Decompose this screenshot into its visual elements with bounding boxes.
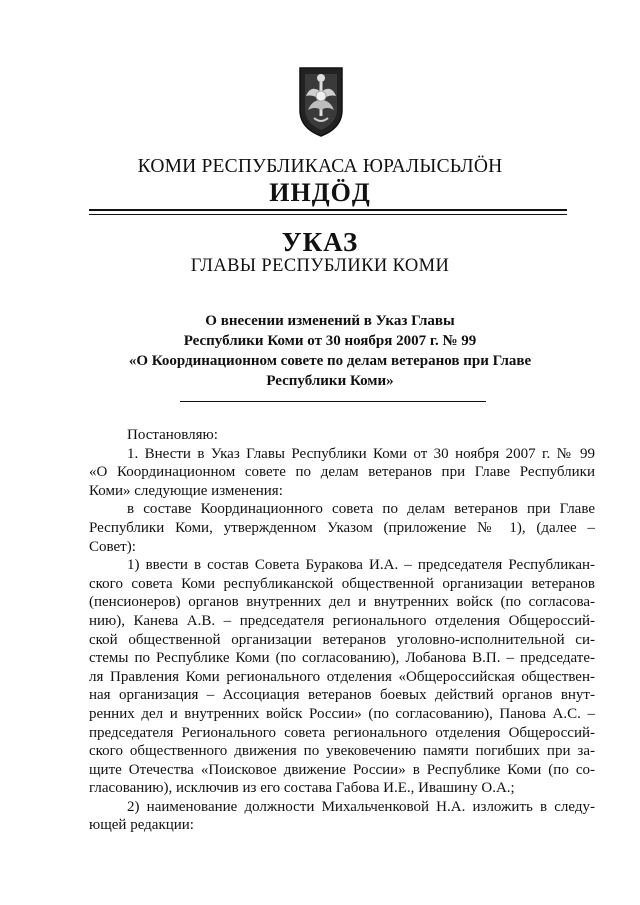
title-divider [180, 401, 486, 402]
body-line: ющей редакции: [89, 817, 194, 834]
body-line: Постановляю: [127, 427, 218, 443]
body-line: 2) наименование должности Михальченковой Н.А. изложить в следу- [127, 798, 595, 815]
document-issuer: ГЛАВЫ РЕСПУБЛИКИ КОМИ [190, 256, 450, 276]
body-line: ная организация – Ассоциация ветеранов боевых действий органов внут- [89, 687, 595, 704]
body-line: стемы по Республике Коми (по согласованию), Лобанова В.П. – председате- [89, 650, 595, 667]
body-line: 1) ввести в состав Совета Буракова И.А. – председателя Республикан- [127, 557, 595, 574]
body-line: в составе Координационного совета по делам ветеранов при Главе [127, 501, 595, 518]
body-line: ренних дел и внутренних войск России» (по согласованию), Панова А.С. – [89, 705, 595, 722]
body-line: 1. Внести в Указ Главы Республики Коми от 30 ноября 2007 г. № 99 [127, 445, 595, 462]
coat-of-arms-icon [297, 66, 345, 138]
body-line: гласованию), исключив из его состава Габова И.Е., Ивашину О.А.; [89, 780, 515, 797]
title-line: Республики Коми» [266, 373, 394, 389]
header-line-indod: ИНДÖД [269, 178, 371, 207]
body-line: (пенсионеров) органов внутренних дел и внутренних войск (по согласова- [89, 594, 595, 611]
body-line: ского общественного движения по увековечению памяти погибших при за- [89, 743, 595, 760]
body-line: ского совета Коми республиканской общественной организации ветеранов [89, 575, 595, 592]
document-title [100, 311, 560, 391]
body-line: нию), Канева А.В. – председателя регионального отделения Общероссий- [89, 612, 595, 629]
header-line-komi: КОМИ РЕСПУБЛИКАСА ЮРАЛЫСЬЛÖН [137, 156, 503, 177]
body-line: «О Координационном совете по делам ветеранов при Главе Республики [89, 464, 595, 481]
body-line: щите Отечества «Поисковое движение России» в Республике Коми (по со- [89, 761, 595, 778]
document-body [89, 426, 595, 835]
title-line: Республики Коми от 30 ноября 2007 г. № 99 [183, 333, 477, 349]
body-line: председателя Регионального совета регионального отделения Общероссий- [89, 724, 595, 741]
body-line: ской общественной организации ветеранов уголовно-исполнительной си- [89, 631, 595, 648]
title-line: «О Координационном совете по делам ветеранов при Главе [128, 353, 532, 369]
body-line: Республики Коми, утвержденном Указом (приложение № 1), (далее – [89, 519, 595, 536]
header-divider [89, 209, 567, 215]
title-line: О внесении изменений в Указ Главы [205, 313, 455, 329]
body-line: Коми» следующие изменения: [89, 482, 283, 499]
document-type: УКАЗ [281, 227, 359, 257]
body-line: ля Правления Коми регионального отделения «Общероссийская обществен- [89, 668, 595, 685]
body-line: Совет): [89, 538, 136, 555]
